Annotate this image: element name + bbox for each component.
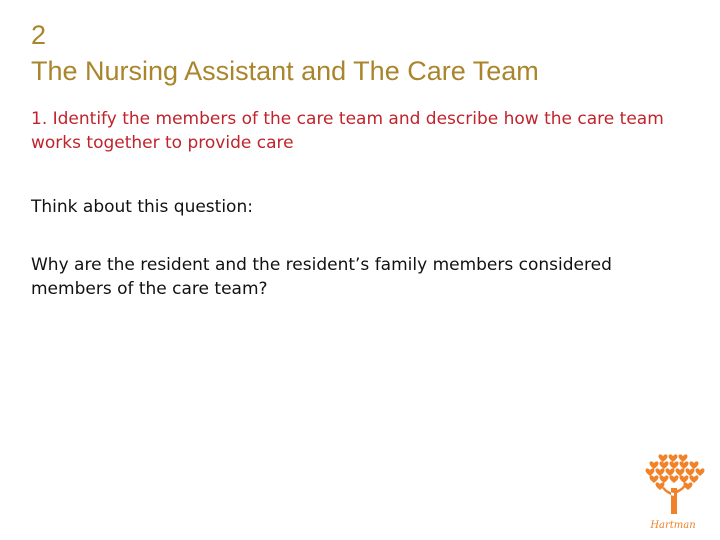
heart-shape [660,461,669,469]
heart-shape [690,475,699,483]
discussion-question: Why are the resident and the resident’s family members considered members of the care team? [31,255,612,299]
heart-shape [680,461,689,469]
heart-shape [679,454,688,462]
heart-shape [670,461,679,469]
chapter-number: 2 [31,20,47,50]
chapter-title: The Nursing Assistant and The Care Team [31,56,539,86]
heart-shape [686,468,695,476]
heart-cluster [646,454,705,490]
heart-shape [670,475,679,483]
heart-shape [650,461,659,469]
tree-trunk [662,485,686,514]
heart-shape [676,468,685,476]
heart-shape [646,468,655,476]
heart-shape [696,468,705,476]
heart-shape [680,475,689,483]
heart-shape [656,468,665,476]
logo-text: Hartman [650,520,696,531]
discussion-prompt: Think about this question: [31,197,253,217]
heart-shape [660,475,669,483]
hartman-logo [640,452,706,532]
heart-shape [666,468,675,476]
heart-tree-logo-icon [640,452,706,532]
heart-shape [690,461,699,469]
heart-shape [650,475,659,483]
learning-objective: 1. Identify the members of the care team and describe how the care team works together to provide care [31,109,664,153]
heart-shape [669,454,678,462]
heart-shape [659,454,668,462]
